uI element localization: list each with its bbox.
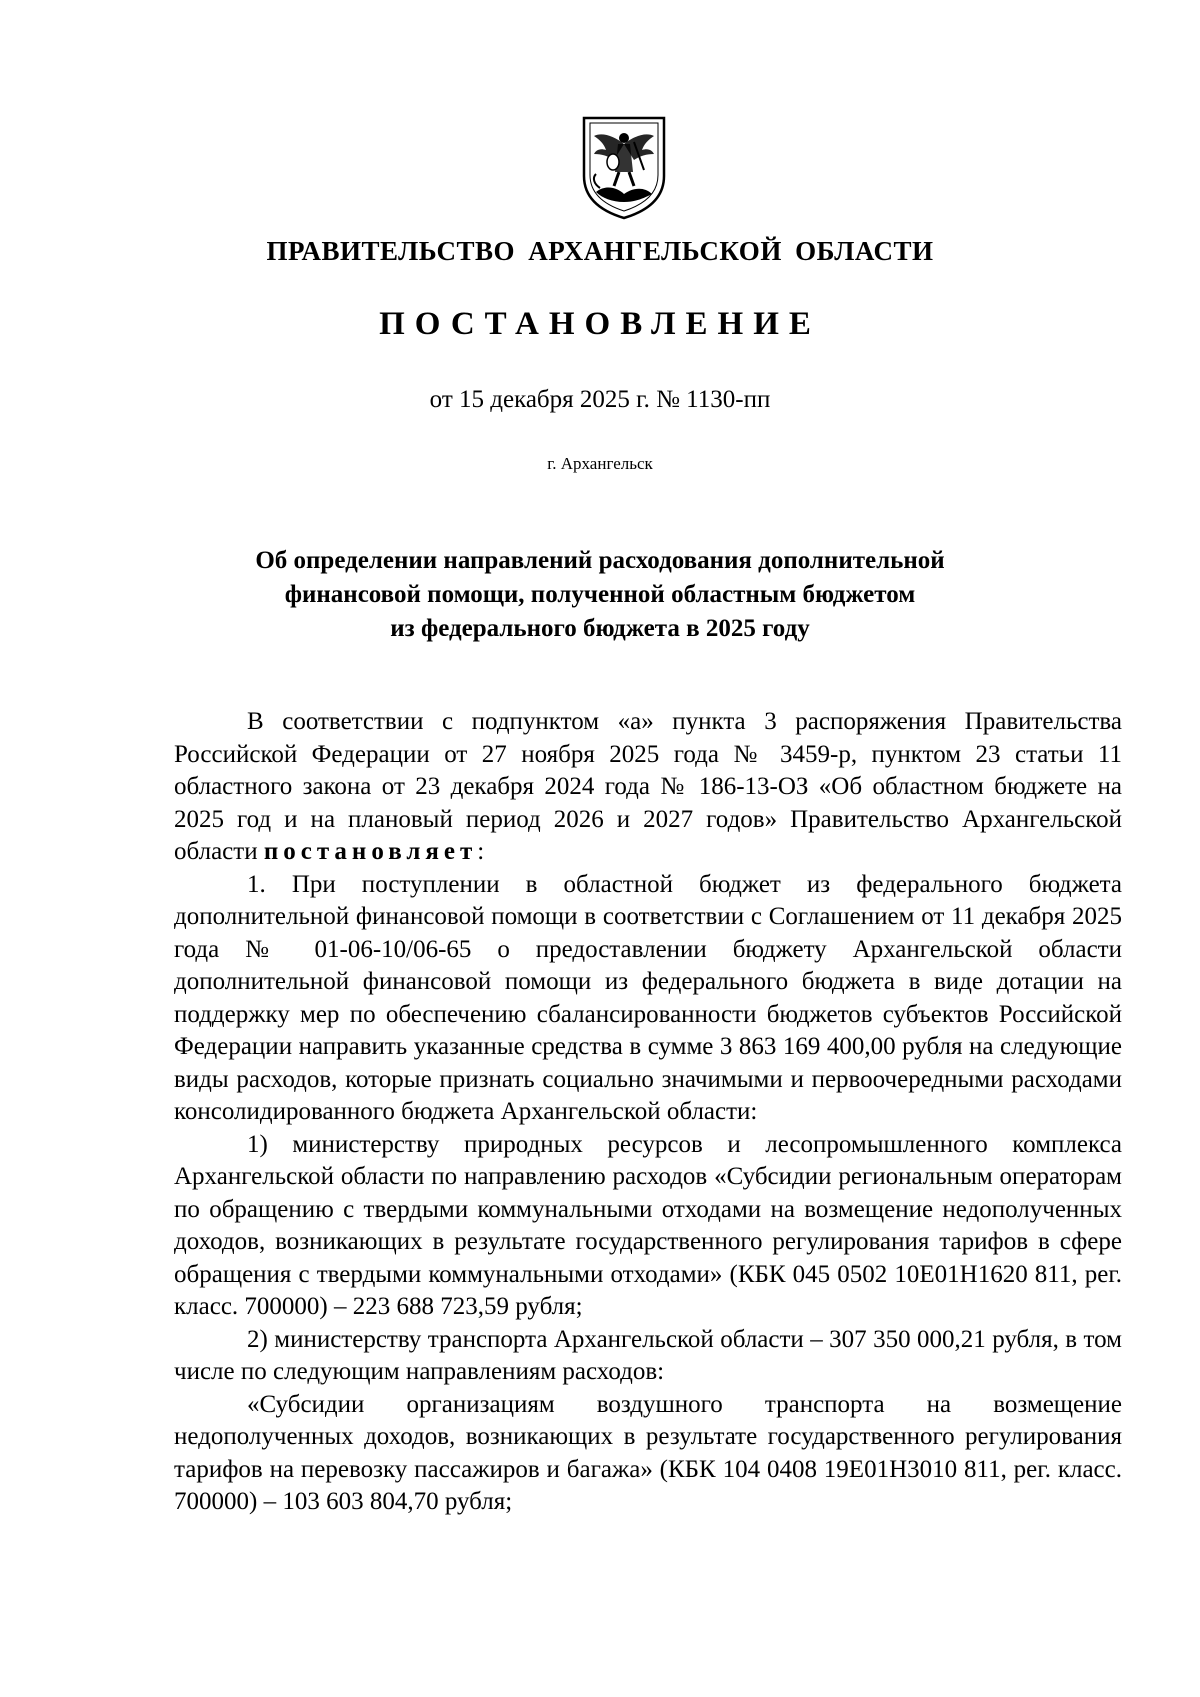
document-city: г. Архангельск: [547, 454, 653, 473]
document-date-number: от 15 декабря 2025 г. № 1130-пп: [429, 386, 771, 413]
preamble-paragraph: [174, 706, 1122, 869]
item-1-paragraph: 1. При поступлении в областной бюджет из федерального бюджета дополнительной финансовой помощи в соответствии с Соглашением от 11 декабря 2025 года № 01-06-10/06-65 о предоставлении бюджету Архангельской области дополнительной финансовой помощи из федерального бюджета в виде дотации на поддержку мер по обеспечению сбалансированности бюджетов субъектов Российской Федерации направить указанные средства в сумме 3 863 169 400,00 рубля на следующие виды расходов, которые признать социально значимыми и первоочередными расходами консолидированного бюджета Архангельской области:: [174, 870, 1122, 1125]
subitem-2-paragraph: 2) министерству транспорта Архангельской области – 307 350 000,21 рубля, в том числе по следующим направлениям расходов:: [174, 1325, 1122, 1385]
resolves-colon: :: [477, 838, 485, 865]
government-title: ПРАВИТЕЛЬСТВО АРХАНГЕЛЬСКОЙ ОБЛАСТИ: [266, 236, 934, 266]
resolves-word: постановляет: [263, 838, 478, 865]
document-type: ПОСТАНОВЛЕНИЕ: [379, 306, 821, 342]
subject-line-2: финансовой помощи, полученной областным бюджетом: [284, 581, 916, 608]
subitem-1-paragraph: 1) министерству природных ресурсов и лесопромышленного комплекса Архангельской области по направлению расходов «Субсидии региональным операторам по обращению с твердыми коммунальными отходами на возмещение недополученных доходов, возникающих в результате государственного регулирования тарифов в сфере обращения с твердыми коммунальными отходами» (КБК 045 0502 10Е01Н1620 811, рег. класс. 700000) – 223 688 723,59 рубля;: [174, 1130, 1122, 1320]
document-body: [174, 706, 1122, 1519]
arkhangelsk-coat-of-arms-icon: [578, 114, 670, 222]
subject-line-1: Об определении направлений расходования дополнительной: [255, 547, 945, 574]
preamble-text: В соответствии с подпунктом «а» пункта 3 распоряжения Правительства Российской Федерации от 27 ноября 2025 года № 3459-р, пунктом 23 статьи 11 областного закона от 23 декабря 2024 года № 186-13-ОЗ «Об областном бюджете на 2025 год и на плановый период 2026 и 2027 годов» Правительство Архангельской области: [174, 708, 1122, 865]
document-subject: [0, 544, 1200, 646]
subitem-2a-paragraph: «Субсидии организациям воздушного транспорта на возмещение недополученных доходов, возникающих в результате государственного регулирования тарифов на перевозку пассажиров и багажа» (КБК 104 0408 19Е01Н3010 811, рег. класс. 700000) – 103 603 804,70 рубля;: [174, 1390, 1122, 1515]
subject-line-3: из федерального бюджета в 2025 году: [390, 615, 810, 642]
